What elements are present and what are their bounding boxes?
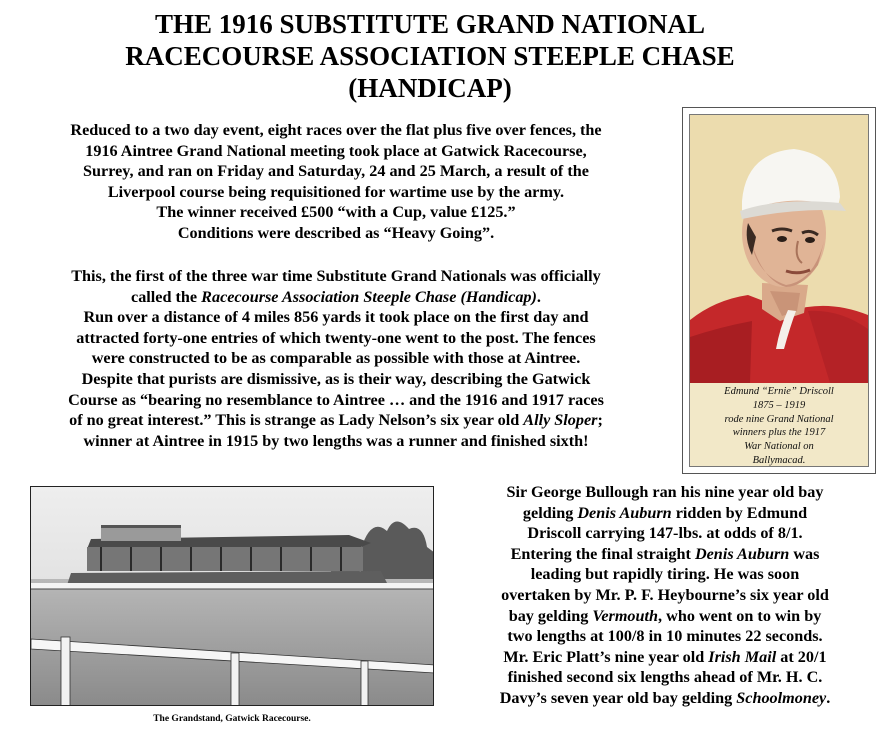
- caption-line: rode nine Grand National: [724, 413, 834, 425]
- grandstand-photo: [30, 486, 434, 706]
- text-segment: gelding: [522, 503, 578, 522]
- caption-line: War National on: [744, 441, 814, 453]
- text-segment: was: [789, 544, 820, 563]
- history-line: This, the first of the three war time Substitute Grand Nationals was officially: [71, 267, 601, 285]
- history-line: Course as “bearing no resemblance to Aintree … and the 1916 and 1917 races: [68, 390, 604, 409]
- history-line: Run over a distance of 4 miles 856 yards it took place on the first day and: [83, 308, 589, 327]
- caption-line: 1875 – 1919: [752, 399, 806, 411]
- history-line: Despite that purists are dismissive, as is their way, describing the Gatwick: [81, 369, 591, 388]
- text-segment: of no great interest.” This is strange as Lady Nelson’s six year old: [69, 411, 524, 430]
- caption-line: winners plus the 1917: [732, 427, 826, 439]
- horse-name-italic: Vermouth: [592, 606, 659, 625]
- jockey-portrait-caption: [690, 385, 868, 467]
- title-line-3: (HANDICAP): [348, 73, 512, 103]
- history-line: attracted forty-one entries of which twenty-one went to the post. The fences: [76, 328, 596, 347]
- text-segment: at 20/1: [776, 647, 827, 666]
- race-paragraph: [450, 482, 880, 709]
- race-line: leading but rapidly tiring. He was soon: [530, 565, 800, 584]
- text-segment: Mr. Eric Platt’s nine year old: [503, 647, 709, 666]
- text-segment: Entering the final straight: [510, 544, 695, 563]
- text-segment: called the: [131, 287, 202, 306]
- page-title: [0, 8, 860, 104]
- intro-line: 1916 Aintree Grand National meeting took place at Gatwick Racecourse,: [85, 141, 587, 160]
- grandstand-photo-caption: The Grandstand, Gatwick Racecourse.: [153, 714, 311, 724]
- title-line-2: RACECOURSE ASSOCIATION STEEPLE CHASE: [125, 41, 735, 71]
- grandstand-image: [31, 487, 434, 706]
- race-line: [450, 503, 880, 524]
- text-segment: Davy’s seven year old bay gelding: [499, 688, 737, 707]
- race-line: [450, 688, 880, 709]
- history-line: were constructed to be as comparable as possible with those at Aintree.: [91, 349, 581, 368]
- text-segment: , who went on to win by: [658, 606, 822, 625]
- text-segment: ridden by Edmund: [671, 503, 808, 522]
- race-line: [450, 544, 880, 565]
- intro-line: Surrey, and ran on Friday and Saturday, 24 and 25 March, a result of the: [83, 162, 589, 181]
- title-line-1: THE 1916 SUBSTITUTE GRAND NATIONAL: [154, 9, 706, 39]
- race-line: finished second six lengths ahead of Mr. H. C.: [507, 668, 823, 687]
- horse-name-italic: Ally Sloper: [523, 411, 598, 430]
- history-line: [6, 287, 666, 308]
- horse-name-italic: Irish Mail: [708, 647, 777, 666]
- intro-line: Reduced to a two day event, eight races over the flat plus five over fences, the: [70, 121, 602, 139]
- race-line: [450, 647, 880, 668]
- intro-line: The winner received £500 “with a Cup, value £125.”: [156, 203, 516, 222]
- race-line: overtaken by Mr. P. F. Heybourne’s six year old: [501, 585, 829, 604]
- text-segment: bay gelding: [508, 606, 593, 625]
- race-line: two lengths at 100/8 in 10 minutes 22 seconds.: [507, 627, 823, 646]
- race-line: [450, 606, 880, 627]
- history-line: winner at Aintree in 1915 by two lengths was a runner and finished sixth!: [83, 431, 589, 450]
- jockey-portrait-image: [690, 115, 868, 383]
- horse-name-italic: Schoolmoney: [736, 688, 827, 707]
- text-segment: .: [826, 688, 831, 707]
- intro-line: Liverpool course being requisitioned for wartime use by the army.: [107, 182, 565, 201]
- horse-name-italic: Denis Auburn: [577, 503, 672, 522]
- text-segment: ;: [597, 411, 603, 430]
- intro-line: Conditions were described as “Heavy Going”.: [177, 223, 495, 242]
- intro-paragraph: [6, 120, 666, 244]
- history-paragraph: [6, 266, 666, 451]
- jockey-portrait-inner: [689, 114, 869, 467]
- history-line: [6, 410, 666, 431]
- text-segment: .: [536, 287, 541, 306]
- horse-name-italic: Denis Auburn: [694, 544, 790, 563]
- caption-line: Edmund “Ernie” Driscoll: [724, 386, 834, 397]
- race-line: Driscoll carrying 147-lbs. at odds of 8/1.: [527, 524, 803, 543]
- race-line: Sir George Bullough ran his nine year old bay: [506, 483, 824, 501]
- jockey-portrait-card: [682, 107, 876, 474]
- caption-line: Ballymacad.: [752, 454, 806, 466]
- race-name-italic: Racecourse Association Steeple Chase (Handicap): [201, 287, 537, 306]
